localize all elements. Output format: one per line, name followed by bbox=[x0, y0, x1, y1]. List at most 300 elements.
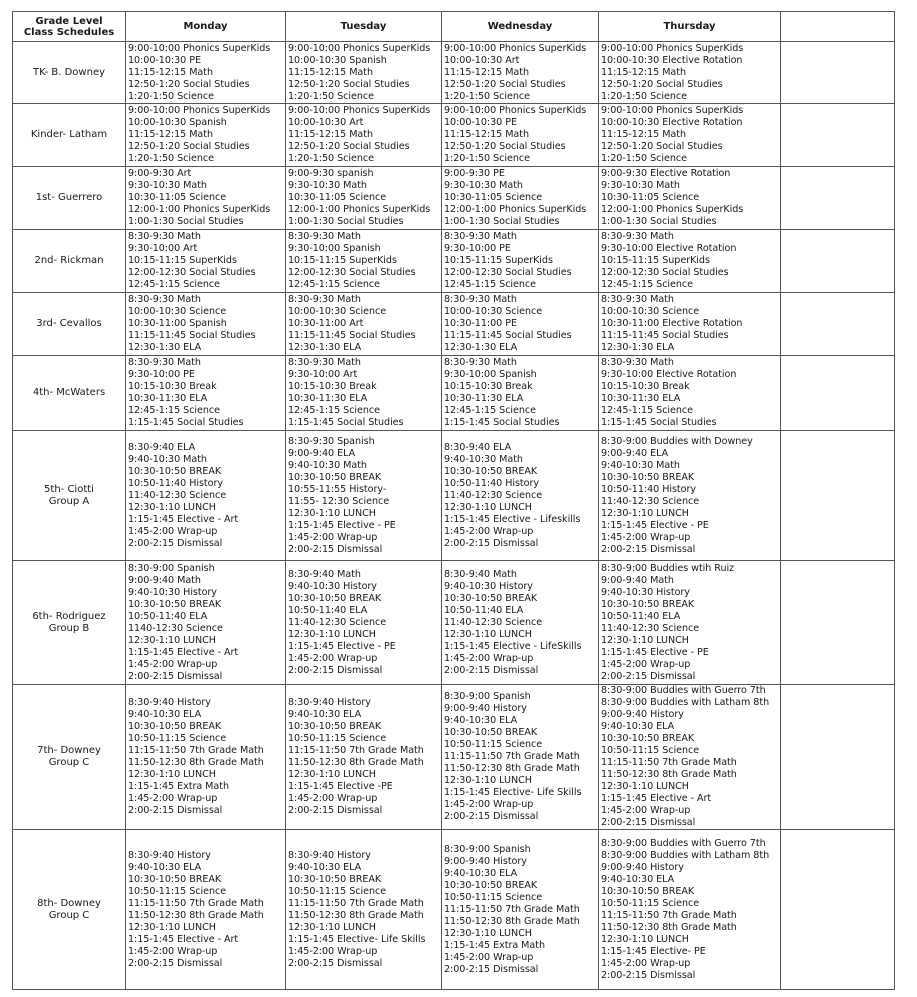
schedule-entry: 12:00-1:00 Phonics SuperKids bbox=[288, 204, 431, 215]
schedule-cell bbox=[442, 830, 599, 990]
schedule-entry: 12:30-1:10 LUNCH bbox=[601, 507, 689, 519]
schedule-entry: 1:45-2:00 Wrap-up bbox=[288, 531, 378, 543]
schedule-entry: 9:30-10:00 PE bbox=[128, 369, 195, 380]
schedule-entry: 10:00-10:30 PE bbox=[128, 54, 201, 66]
schedule-entry: 2:00-2:15 Dismissal bbox=[288, 805, 383, 816]
schedule-entry: 1:15-1:45 Extra Math bbox=[128, 781, 229, 792]
schedule-entry: 12:50-1:20 Social Studies bbox=[128, 141, 250, 152]
schedule-entry: 10:50-11:40 ELA bbox=[601, 610, 681, 622]
schedule-entry: 12:45-1:15 Science bbox=[601, 405, 693, 416]
schedule-entry: 1140-12:30 Science bbox=[128, 622, 223, 634]
class-name-cell bbox=[13, 293, 126, 356]
schedule-entry: 10:30-10:50 BREAK bbox=[128, 465, 222, 477]
schedule-cell bbox=[286, 42, 442, 104]
class-name-line: Group B bbox=[48, 622, 90, 634]
schedule-entry: 2:00-2:15 Dismissal bbox=[444, 811, 539, 822]
schedule-entry: 1:15-1:45 Extra Math bbox=[444, 939, 545, 951]
schedule-entry: 8:30-9:30 Math bbox=[444, 357, 517, 368]
corner-header-line: Grade Level bbox=[35, 15, 103, 27]
schedule-entry: 9:30-10:00 Spanish bbox=[444, 369, 537, 380]
schedule-entry: 10:15-10:30 Break bbox=[444, 381, 533, 392]
schedule-entry: 9:00-10:00 Phonics SuperKids bbox=[601, 105, 744, 116]
schedule-entry: 9:00-9:40 History bbox=[601, 861, 684, 873]
schedule-entry: 1:15-1:45 Elective- Life Skills bbox=[444, 787, 582, 798]
schedule-entry: 11:15-11:45 Social Studies bbox=[601, 330, 729, 341]
schedule-entry: 10:15-11:15 SuperKids bbox=[288, 255, 397, 266]
class-name-line: Group A bbox=[48, 495, 90, 507]
day-header-thursday: Thursday bbox=[599, 12, 781, 42]
schedule-entry: 12:30-1:10 LUNCH bbox=[444, 501, 532, 513]
schedule-entry: 10:00-10:30 Science bbox=[288, 306, 387, 317]
schedule-entry: 11:40-12:30 Science bbox=[444, 616, 543, 628]
schedule-entry: 10:30-11:05 Science bbox=[128, 192, 227, 203]
schedule-entry: 8:30-9:00 Buddies with Guerro 7th bbox=[601, 685, 766, 696]
schedule-entry: 11:40-12:30 Science bbox=[128, 489, 227, 501]
schedule-entry: 8:30-9:00 Spanish bbox=[444, 691, 531, 702]
schedule-entry: 9:00-10:00 Phonics SuperKids bbox=[128, 42, 271, 54]
schedule-cell bbox=[442, 42, 599, 104]
schedule-entry: 2:00-2:15 Dismissal bbox=[288, 664, 383, 676]
schedule-entry: 10:50-11:40 ELA bbox=[128, 610, 208, 622]
schedule-cell bbox=[781, 685, 895, 830]
schedule-entry: 11:15-11:50 7th Grade Math bbox=[288, 897, 424, 909]
schedule-entry: 10:50-11:15 Science bbox=[444, 739, 543, 750]
schedule-entry: 1:20-1:50 Science bbox=[444, 90, 530, 102]
schedule-entry: 11:50-12:30 8th Grade Math bbox=[128, 909, 264, 921]
schedule-table bbox=[12, 11, 895, 990]
schedule-entry: 2:00-2:15 Dismissal bbox=[601, 817, 696, 828]
schedule-cell bbox=[781, 356, 895, 431]
schedule-cell bbox=[599, 830, 781, 990]
class-name-cell bbox=[13, 561, 126, 685]
schedule-entry: 2:00-2:15 Dismissal bbox=[288, 543, 383, 555]
schedule-entry: 10:30-11:30 ELA bbox=[601, 393, 681, 404]
schedule-entry: 1:15-1:45 Elective - Art bbox=[601, 793, 712, 804]
schedule-entry: 12:50-1:20 Social Studies bbox=[444, 78, 566, 90]
schedule-entry: 9:40-10:30 ELA bbox=[601, 873, 675, 885]
schedule-cell bbox=[126, 42, 286, 104]
schedule-entry: 9:00-9:40 History bbox=[601, 709, 684, 720]
schedule-entry: 2:00-2:15 Dismissal bbox=[128, 805, 223, 816]
schedule-entry: 8:30-9:40 Math bbox=[444, 568, 517, 580]
schedule-entry: 1:45-2:00 Wrap-up bbox=[601, 658, 691, 670]
schedule-cell bbox=[781, 561, 895, 685]
schedule-entry: 9:00-9:40 History bbox=[444, 855, 527, 867]
schedule-entry: 9:00-9:30 Art bbox=[128, 168, 192, 179]
schedule-cell bbox=[442, 293, 599, 356]
schedule-entry: 1:45-2:00 Wrap-up bbox=[288, 945, 378, 957]
schedule-cell bbox=[126, 104, 286, 167]
schedule-entry: 1:20-1:50 Science bbox=[601, 153, 687, 164]
schedule-entry: 9:00-9:40 Math bbox=[128, 574, 201, 586]
schedule-entry: 9:40-10:30 ELA bbox=[128, 861, 202, 873]
class-name-line: TK- B. Downey bbox=[32, 66, 106, 78]
schedule-entry: 12:00-1:00 Phonics SuperKids bbox=[601, 204, 744, 215]
schedule-entry: 12:00-1:00 Phonics SuperKids bbox=[128, 204, 271, 215]
schedule-entry: 10:30-10:50 BREAK bbox=[601, 598, 695, 610]
schedule-entry: 8:30-9:00 Buddies with Latham 8th bbox=[601, 849, 770, 861]
schedule-cell bbox=[781, 167, 895, 230]
schedule-cell bbox=[286, 431, 442, 561]
schedule-entry: 10:30-11:00 Spanish bbox=[128, 318, 227, 329]
schedule-entry: 11:15-11:50 7th Grade Math bbox=[601, 909, 737, 921]
schedule-entry: 12:30-1:10 LUNCH bbox=[601, 781, 689, 792]
schedule-entry: 1:45-2:00 Wrap-up bbox=[444, 951, 534, 963]
schedule-row bbox=[13, 293, 895, 356]
schedule-entry: 12:50-1:20 Social Studies bbox=[601, 78, 723, 90]
schedule-entry: 12:30-1:10 LUNCH bbox=[128, 634, 216, 646]
schedule-entry: 8:30-9:30 Math bbox=[128, 357, 201, 368]
schedule-entry: 9:40-10:30 ELA bbox=[288, 861, 362, 873]
schedule-entry: 11:50-12:30 8th Grade Math bbox=[444, 915, 580, 927]
schedule-cell bbox=[126, 561, 286, 685]
schedule-entry: 12:30-1:10 LUNCH bbox=[601, 634, 689, 646]
schedule-entry: 10:00-10:30 Science bbox=[444, 306, 543, 317]
schedule-cell bbox=[126, 356, 286, 431]
schedule-entry: 10:50-11:40 History bbox=[444, 477, 539, 489]
schedule-entry: 11:15-12:15 Math bbox=[288, 129, 374, 140]
day-header-blank bbox=[781, 12, 895, 42]
schedule-entry: 1:45-2:00 Wrap-up bbox=[601, 531, 691, 543]
schedule-entry: 2:00-2:15 Dismissal bbox=[128, 957, 223, 969]
schedule-cell bbox=[286, 356, 442, 431]
schedule-entry: 10:00-10:30 Art bbox=[444, 54, 520, 66]
class-name-cell bbox=[13, 230, 126, 293]
schedule-entry: 10:50-11:40 ELA bbox=[288, 604, 368, 616]
schedule-entry: 8:30-9:30 Math bbox=[601, 294, 674, 305]
schedule-entry: 8:30-9:30 Math bbox=[288, 294, 361, 305]
schedule-entry: 11:15-12:15 Math bbox=[601, 129, 687, 140]
schedule-cell bbox=[599, 356, 781, 431]
schedule-entry: 10:50-11:40 History bbox=[601, 483, 696, 495]
schedule-entry: 12:30-1:10 LUNCH bbox=[288, 628, 376, 640]
schedule-entry: 10:30-11:05 Science bbox=[444, 192, 543, 203]
schedule-entry: 12:50-1:20 Social Studies bbox=[288, 141, 410, 152]
header-row bbox=[13, 12, 895, 42]
schedule-entry: 10:30-11:00 PE bbox=[444, 318, 517, 329]
schedule-entry: 10:30-10:50 BREAK bbox=[288, 592, 382, 604]
schedule-cell bbox=[286, 561, 442, 685]
schedule-entry: 9:00-9:30 PE bbox=[444, 168, 505, 179]
schedule-entry: 8:30-9:00 Buddies with Guerro 7th bbox=[601, 837, 766, 849]
schedule-entry: 1:00-1:30 Social Studies bbox=[128, 216, 244, 227]
schedule-entry: 1:20-1:50 Science bbox=[128, 90, 214, 102]
class-name-cell bbox=[13, 830, 126, 990]
class-name-cell bbox=[13, 431, 126, 561]
schedule-cell bbox=[599, 293, 781, 356]
schedule-entry: 1:15-1:45 Elective - LifeSkills bbox=[444, 640, 582, 652]
schedule-entry: 10:30-11:30 ELA bbox=[288, 393, 368, 404]
schedule-entry: 8:30-9:30 Math bbox=[288, 231, 361, 242]
schedule-cell bbox=[599, 167, 781, 230]
schedule-entry: 2:00-2:15 Dismissal bbox=[444, 963, 539, 975]
schedule-entry: 8:30-9:00 Buddies with Latham 8th bbox=[601, 697, 770, 708]
schedule-entry: 9:30-10:00 Elective Rotation bbox=[601, 369, 737, 380]
schedule-entry: 1:15-1:45 Social Studies bbox=[128, 417, 244, 428]
schedule-entry: 1:45-2:00 Wrap-up bbox=[444, 652, 534, 664]
schedule-entry: 9:40-10:30 ELA bbox=[601, 721, 675, 732]
schedule-entry: 12:00-12:30 Social Studies bbox=[288, 267, 416, 278]
schedule-entry: 10:30-10:50 BREAK bbox=[288, 721, 382, 732]
schedule-entry: 1:45-2:00 Wrap-up bbox=[601, 805, 691, 816]
schedule-entry: 2:00-2:15 Dismissal bbox=[444, 537, 539, 549]
schedule-entry: 12:30-1:10 LUNCH bbox=[128, 769, 216, 780]
schedule-entry: 9:00-10:00 Phonics SuperKids bbox=[444, 42, 587, 54]
schedule-entry: 10:30-11:00 Art bbox=[288, 318, 364, 329]
schedule-entry: 1:15-1:45 Elective - PE bbox=[601, 646, 709, 658]
schedule-entry: 10:30-11:30 ELA bbox=[444, 393, 524, 404]
schedule-entry: 12:45-1:15 Science bbox=[128, 279, 220, 290]
schedule-entry: 1:00-1:30 Social Studies bbox=[601, 216, 717, 227]
schedule-cell bbox=[286, 104, 442, 167]
schedule-cell bbox=[126, 293, 286, 356]
schedule-cell bbox=[442, 431, 599, 561]
schedule-entry: 10:50-11:15 Science bbox=[601, 897, 700, 909]
schedule-cell bbox=[286, 830, 442, 990]
schedule-cell bbox=[126, 685, 286, 830]
schedule-entry: 11:15-12:15 Math bbox=[288, 66, 374, 78]
schedule-entry: 8:30-9:40 History bbox=[128, 849, 211, 861]
class-name-line: 6th- Rodriguez bbox=[32, 610, 106, 622]
schedule-row bbox=[13, 830, 895, 990]
schedule-entry: 1:45-2:00 Wrap-up bbox=[128, 945, 218, 957]
schedule-entry: 9:30-10:30 Math bbox=[601, 180, 680, 191]
schedule-entry: 9:40-10:30 Math bbox=[128, 453, 207, 465]
schedule-entry: 9:00-10:00 Phonics SuperKids bbox=[128, 105, 271, 116]
schedule-entry: 1:15-1:45 Social Studies bbox=[288, 417, 404, 428]
schedule-entry: 9:40-10:30 History bbox=[288, 580, 377, 592]
schedule-entry: 8:30-9:00 Buddies with Downey bbox=[601, 435, 753, 447]
schedule-entry: 10:50-11:15 Science bbox=[444, 891, 543, 903]
schedule-entry: 2:00-2:15 Dismissal bbox=[128, 537, 223, 549]
schedule-cell bbox=[442, 561, 599, 685]
schedule-row bbox=[13, 356, 895, 431]
schedule-entry: 1:45-2:00 Wrap-up bbox=[288, 793, 378, 804]
schedule-entry: 8:30-9:30 Math bbox=[128, 294, 201, 305]
schedule-cell bbox=[599, 561, 781, 685]
schedule-entry: 8:30-9:30 Math bbox=[444, 294, 517, 305]
schedule-entry: 8:30-9:00 Spanish bbox=[128, 562, 215, 574]
schedule-body bbox=[13, 42, 895, 990]
schedule-entry: 9:00-9:30 Elective Rotation bbox=[601, 168, 731, 179]
schedule-entry: 12:45-1:15 Science bbox=[601, 279, 693, 290]
schedule-cell bbox=[126, 167, 286, 230]
schedule-entry: 2:00-2:15 Dismissal bbox=[601, 543, 696, 555]
schedule-entry: 10:50-11:40 ELA bbox=[444, 604, 524, 616]
schedule-entry: 1:45-2:00 Wrap-up bbox=[444, 525, 534, 537]
schedule-entry: 2:00-2:15 Dismissal bbox=[444, 664, 539, 676]
schedule-entry: 1:45-2:00 Wrap-up bbox=[288, 652, 378, 664]
corner-header-line: Class Schedules bbox=[23, 26, 115, 38]
schedule-entry: 12:50-1:20 Social Studies bbox=[601, 141, 723, 152]
schedule-entry: 10:50-11:40 History bbox=[128, 477, 223, 489]
schedule-entry: 11:50-12:30 8th Grade Math bbox=[288, 909, 424, 921]
class-name-line: Kinder- Latham bbox=[30, 129, 108, 140]
schedule-entry: 9:30-10:00 PE bbox=[444, 243, 511, 254]
schedule-entry: 1:15-1:45 Elective - Lifeskills bbox=[444, 513, 581, 525]
schedule-entry: 11:50-12:30 8th Grade Math bbox=[444, 763, 580, 774]
schedule-entry: 11:15-11:45 Social Studies bbox=[444, 330, 572, 341]
schedule-row bbox=[13, 104, 895, 167]
class-name-line: 8th- Downey bbox=[37, 897, 101, 909]
schedule-cell bbox=[126, 830, 286, 990]
schedule-cell bbox=[442, 104, 599, 167]
schedule-cell bbox=[599, 230, 781, 293]
schedule-entry: 1:20-1:50 Science bbox=[601, 90, 687, 102]
schedule-entry: 11:40-12:30 Science bbox=[288, 616, 387, 628]
schedule-row bbox=[13, 561, 895, 685]
schedule-entry: 10:00-10:30 Art bbox=[288, 117, 364, 128]
schedule-entry: 9:40-10:30 Math bbox=[444, 453, 523, 465]
corner-header bbox=[13, 12, 126, 42]
schedule-cell bbox=[781, 293, 895, 356]
class-name-line: 2nd- Rickman bbox=[34, 255, 104, 266]
schedule-entry: 9:40-10:30 ELA bbox=[288, 709, 362, 720]
schedule-entry: 1:00-1:30 Social Studies bbox=[288, 216, 404, 227]
schedule-entry: 12:00-12:30 Social Studies bbox=[128, 267, 256, 278]
schedule-entry: 11:15-12:15 Math bbox=[128, 129, 214, 140]
schedule-entry: 8:30-9:40 ELA bbox=[444, 441, 512, 453]
schedule-entry: 9:00-10:00 Phonics SuperKids bbox=[444, 105, 587, 116]
schedule-entry: 10:50-11:15 Science bbox=[128, 733, 227, 744]
schedule-entry: 9:30-10:30 Math bbox=[128, 180, 207, 191]
schedule-entry: 9:40-10:30 Math bbox=[288, 459, 367, 471]
schedule-cell bbox=[286, 685, 442, 830]
schedule-entry: 1:45-2:00 Wrap-up bbox=[444, 799, 534, 810]
schedule-cell bbox=[442, 685, 599, 830]
schedule-cell bbox=[599, 104, 781, 167]
schedule-entry: 10:50-11:15 Science bbox=[601, 745, 700, 756]
schedule-entry: 8:30-9:30 Math bbox=[444, 231, 517, 242]
class-name-line: 1st- Guerrero bbox=[35, 192, 103, 203]
schedule-entry: 12:30-1:30 ELA bbox=[444, 342, 518, 353]
schedule-row bbox=[13, 230, 895, 293]
schedule-entry: 11:15-12:15 Math bbox=[444, 66, 530, 78]
schedule-entry: 10:30-10:50 BREAK bbox=[128, 873, 222, 885]
schedule-entry: 9:00-10:00 Phonics SuperKids bbox=[288, 42, 431, 54]
schedule-entry: 10:30-10:50 BREAK bbox=[128, 721, 222, 732]
schedule-entry: 12:30-1:10 LUNCH bbox=[128, 921, 216, 933]
schedule-cell bbox=[599, 431, 781, 561]
schedule-cell bbox=[599, 42, 781, 104]
schedule-entry: 12:00-12:30 Social Studies bbox=[601, 267, 729, 278]
schedule-entry: 9:30-10:30 Math bbox=[444, 180, 523, 191]
schedule-entry: 9:40-10:30 History bbox=[128, 586, 217, 598]
schedule-cell bbox=[126, 230, 286, 293]
schedule-entry: 11:15-12:15 Math bbox=[444, 129, 530, 140]
schedule-entry: 10:30-10:50 BREAK bbox=[288, 873, 382, 885]
schedule-entry: 12:50-1:20 Social Studies bbox=[128, 78, 250, 90]
schedule-entry: 11:15-11:50 7th Grade Math bbox=[444, 903, 580, 915]
schedule-entry: 1:20-1:50 Science bbox=[288, 153, 374, 164]
schedule-entry: 9:30-10:00 Elective Rotation bbox=[601, 243, 737, 254]
schedule-entry: 12:30-1:10 LUNCH bbox=[444, 628, 532, 640]
schedule-entry: 2:00-2:15 Dismissal bbox=[601, 670, 696, 682]
schedule-entry: 10:00-10:30 Elective Rotation bbox=[601, 54, 743, 66]
schedule-cell bbox=[126, 431, 286, 561]
schedule-entry: 8:30-9:30 Math bbox=[288, 357, 361, 368]
schedule-entry: 10:55-11:55 History- bbox=[288, 483, 387, 495]
schedule-cell bbox=[442, 356, 599, 431]
schedule-entry: 8:30-9:40 Math bbox=[288, 568, 361, 580]
schedule-entry: 10:30-10:50 BREAK bbox=[444, 592, 538, 604]
schedule-entry: 11:15-12:15 Math bbox=[601, 66, 687, 78]
schedule-entry: 12:00-12:30 Social Studies bbox=[444, 267, 572, 278]
schedule-entry: 1:15-1:45 Elective - PE bbox=[601, 519, 709, 531]
schedule-entry: 8:30-9:40 History bbox=[128, 697, 211, 708]
schedule-entry: 10:00-10:30 Spanish bbox=[128, 117, 227, 128]
schedule-cell bbox=[286, 293, 442, 356]
schedule-entry: 10:30-10:50 BREAK bbox=[444, 727, 538, 738]
schedule-entry: 11:50-12:30 8th Grade Math bbox=[128, 757, 264, 768]
schedule-entry: 10:30-10:50 BREAK bbox=[444, 879, 538, 891]
schedule-entry: 11:15-11:45 Social Studies bbox=[288, 330, 416, 341]
schedule-cell bbox=[781, 230, 895, 293]
schedule-cell bbox=[442, 230, 599, 293]
schedule-entry: 10:30-10:50 BREAK bbox=[601, 885, 695, 897]
class-name-line: Group C bbox=[48, 909, 90, 921]
schedule-entry: 11:15-12:15 Math bbox=[128, 66, 214, 78]
schedule-row bbox=[13, 42, 895, 104]
schedule-entry: 10:00-10:30 Spanish bbox=[288, 54, 387, 66]
class-name-line: 7th- Downey bbox=[37, 745, 101, 756]
schedule-cell bbox=[286, 167, 442, 230]
schedule-entry: 10:50-11:15 Science bbox=[128, 885, 227, 897]
schedule-entry: 1:15-1:45 Social Studies bbox=[444, 417, 560, 428]
schedule-entry: 10:30-10:50 BREAK bbox=[128, 598, 222, 610]
schedule-entry: 11:15-11:50 7th Grade Math bbox=[444, 751, 580, 762]
class-name-cell bbox=[13, 356, 126, 431]
schedule-entry: 9:00-9:40 ELA bbox=[601, 447, 669, 459]
schedule-entry: 12:50-1:20 Social Studies bbox=[288, 78, 410, 90]
schedule-row bbox=[13, 167, 895, 230]
schedule-entry: 10:30-11:00 Elective Rotation bbox=[601, 318, 743, 329]
schedule-entry: 10:50-11:15 Science bbox=[288, 733, 387, 744]
schedule-entry: 1:00-1:30 Social Studies bbox=[444, 216, 560, 227]
schedule-entry: 11:40-12:30 Science bbox=[601, 622, 700, 634]
schedule-page bbox=[12, 11, 917, 990]
class-name-cell bbox=[13, 42, 126, 104]
schedule-entry: 10:00-10:30 PE bbox=[444, 117, 517, 128]
schedule-entry: 9:00-10:00 Phonics SuperKids bbox=[601, 42, 744, 54]
class-name-cell bbox=[13, 104, 126, 167]
schedule-cell bbox=[781, 104, 895, 167]
schedule-cell bbox=[781, 830, 895, 990]
day-header-tuesday: Tuesday bbox=[286, 12, 442, 42]
schedule-entry: 12:45-1:15 Science bbox=[444, 279, 536, 290]
schedule-entry: 1:15-1:45 Elective- Life Skills bbox=[288, 933, 426, 945]
schedule-entry: 1:20-1:50 Science bbox=[444, 153, 530, 164]
schedule-entry: 12:30-1:10 LUNCH bbox=[128, 501, 216, 513]
class-name-line: 5th- Ciotti bbox=[44, 483, 94, 495]
schedule-entry: 11:50-12:30 8th Grade Math bbox=[601, 921, 737, 933]
schedule-entry: 11:15-11:50 7th Grade Math bbox=[128, 897, 264, 909]
schedule-entry: 2:00-2:15 Dismissal bbox=[128, 670, 223, 682]
schedule-entry: 11:40-12:30 Science bbox=[601, 495, 700, 507]
schedule-entry: 12:30-1:30 ELA bbox=[288, 342, 362, 353]
schedule-entry: 10:15-11:15 SuperKids bbox=[601, 255, 710, 266]
schedule-entry: 10:00-10:30 Science bbox=[128, 306, 227, 317]
schedule-entry: 12:00-1:00 Phonics SuperKids bbox=[444, 204, 587, 215]
schedule-entry: 1:45-2:00 Wrap-up bbox=[128, 525, 218, 537]
schedule-entry: 10:00-10:30 Elective Rotation bbox=[601, 117, 743, 128]
schedule-entry: 8:30-9:40 ELA bbox=[128, 441, 196, 453]
schedule-entry: 1:45-2:00 Wrap-up bbox=[601, 957, 691, 969]
schedule-entry: 9:00-9:30 spanish bbox=[288, 168, 374, 179]
schedule-entry: 12:30-1:10 LUNCH bbox=[288, 921, 376, 933]
schedule-cell bbox=[286, 230, 442, 293]
schedule-entry: 1:15-1:45 Elective - PE bbox=[288, 519, 396, 531]
